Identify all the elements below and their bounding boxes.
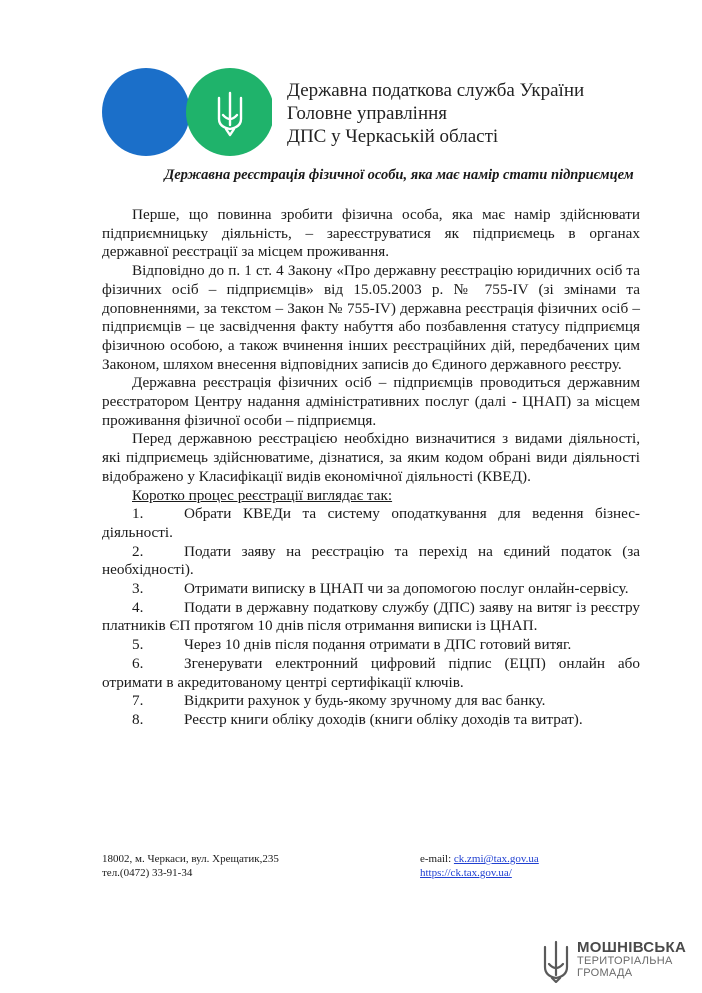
footer-contacts: [102, 852, 279, 880]
step-number: 7.: [132, 692, 144, 710]
paragraph-1: Перше, що повинна зробити фізична особа, яка має намір здійснювати підприємницьку діяльність, – зареєструватися як підприємець в органах державної реєстрації за місцем проживання.: [102, 206, 640, 261]
step-item: [102, 692, 640, 711]
organization-name: [287, 79, 584, 148]
step-text: Реєстр книги обліку доходів (книги обліку доходів та витрат).: [184, 710, 583, 728]
step-text: Відкрити рахунок у будь-якому зручному для вас банку.: [184, 692, 546, 710]
footer-phone: тел.(0472) 33-91-34: [102, 867, 193, 879]
step-number: 1.: [132, 505, 144, 523]
step-text: Згенерувати електронний цифровий підпис (ЕЦП) онлайн або отримати в акредитованому центрі сертифікації ключів.: [102, 654, 640, 691]
step-item: [102, 505, 640, 542]
step-number: 4.: [132, 598, 144, 616]
footer-address: 18002, м. Черкаси, вул. Хрещатик,235: [102, 853, 279, 865]
list-intro: [102, 487, 640, 506]
watermark-line-2: ТЕРИТОРІАЛЬНА: [577, 955, 673, 967]
step-text: Подати заяву на реєстрацію та перехід на єдиний податок (за необхідності).: [102, 542, 640, 579]
step-item: [102, 711, 640, 730]
step-number: 5.: [132, 636, 144, 654]
step-text: Через 10 днів після подання отримати в ДПС готовий витяг.: [184, 636, 572, 654]
step-number: 3.: [132, 580, 144, 598]
dps-logo: [102, 67, 272, 157]
step-text: Обрати КВЕДи та систему оподаткування для ведення бізнес-діяльності.: [102, 505, 640, 541]
trident-icon: [541, 939, 571, 983]
org-line-2: Головне управління: [287, 103, 448, 124]
paragraph-4: Перед державною реєстрацією необхідно визначитися з видами діяльності, які підприємець здійснюватиме, дізнатися, за яким кодом обрані види діяльності відображено у Класифікації видів економічної діяльності (КВЕД).: [102, 430, 640, 485]
paragraph-3: Державна реєстрація фізичних осіб – підприємців проводиться державним реєстратором Центру надання адміністративних послуг (далі - ЦНАП) за місцем проживання фізичної особи – підприємця.: [102, 374, 640, 429]
org-line-3: ДПС у Черкаській області: [287, 126, 499, 147]
step-number: 2.: [132, 542, 144, 560]
step-item: [102, 543, 640, 580]
document-title: Державна реєстрація фізичної особи, яка має намір стати підприємцем: [164, 167, 634, 183]
step-item: [102, 655, 640, 692]
email-link[interactable]: ck.zmi@tax.gov.ua: [453, 853, 539, 865]
watermark-line-1: МОШНІВСЬКА: [577, 939, 687, 956]
paragraph-2: Відповідно до п. 1 ст. 4 Закону «Про державну реєстрацію юридичних осіб та фізичних осіб – підприємців» від 15.05.2003 р. № 755-IV (зі змінами та доповненнями, за текстом – Закон № 755-IV) державна реєстрація фізичних осіб – підприємців – це засвідчення факту набуття або позбавлення статусу підприємця фізичною особою, а також вчинення інших реєстраційних дій, передбачених цим Законом, шляхом внесення відповідних записів до Єдиного державного реєстру.: [102, 262, 640, 373]
step-text: Отримати виписку в ЦНАП чи за допомогою послуг онлайн-сервісу.: [184, 580, 629, 598]
step-item: [102, 636, 640, 655]
step-number: 6.: [132, 654, 144, 672]
watermark-line-3: ГРОМАДА: [577, 967, 633, 979]
footer-email-row: [420, 852, 539, 866]
list-intro-text: Коротко процес реєстрації виглядає так:: [132, 486, 393, 504]
website-link[interactable]: https://ck.tax.gov.ua/: [420, 867, 512, 879]
footer-links: [420, 852, 539, 880]
step-text: Подати в державну податкову службу (ДПС) заяву на витяг із реєстру платників ЄП протягом 10 днів після отримання виписки із ЦНАП.: [102, 598, 640, 635]
step-item: [102, 599, 640, 636]
org-line-1: Державна податкова служба України: [287, 80, 585, 101]
logo-blue-circle: [102, 68, 190, 156]
footer-website-row: [420, 866, 539, 880]
email-label: e-mail:: [420, 853, 454, 865]
step-number: 8.: [132, 710, 144, 728]
step-item: [102, 580, 640, 599]
community-watermark: [541, 939, 686, 983]
document-body: [102, 206, 640, 730]
